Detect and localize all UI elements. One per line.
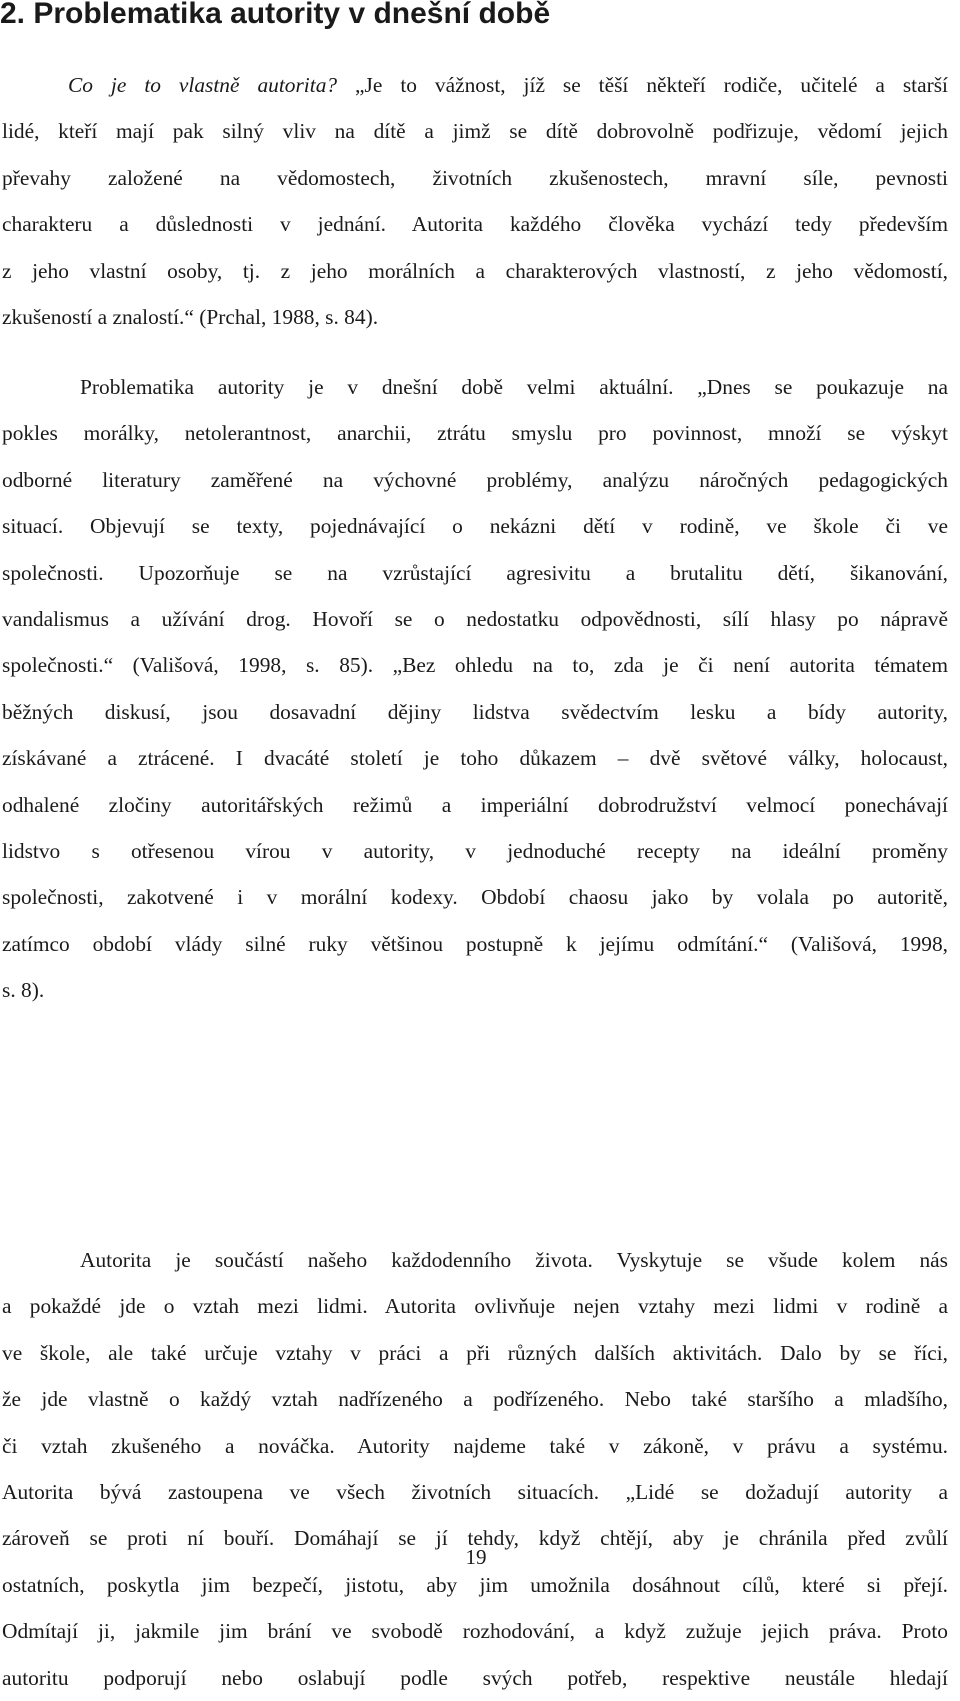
paragraph-line: situací. Objevují se texty, pojednávající o nekázni dětí v rodině, ve škole či ve bbox=[2, 514, 948, 539]
paragraph-line: Autorita bývá zastoupena ve všech životních situacích. „Lidé se dožadují autority a bbox=[2, 1480, 948, 1505]
paragraph-line: lidstvo s otřesenou vírou v autority, v jednoduché recepty na ideální proměny bbox=[2, 839, 948, 864]
paragraph-line: zatímco období vlády silné ruky většinou postupně k jejímu odmítání.“ (Vališová, 1998, bbox=[2, 931, 948, 956]
paragraph-line: Problematika autority je v dnešní době velmi aktuální. „Dnes se poukazuje na bbox=[80, 375, 948, 399]
line-text: „Je to vážnost, jíž se těší někteří rodiče, učitelé a starší bbox=[337, 73, 948, 97]
paragraph-line: zároveň se proti ní bouří. Domáhají se jí tehdy, když chtějí, aby je chránila před zvůlí bbox=[2, 1526, 948, 1551]
paragraph-line: zkušeností a znalostí.“ (Prchal, 1988, s. 84). bbox=[2, 305, 379, 330]
paragraph-line: odborné literatury zaměřené na výchovné problémy, analýzu náročných pedagogických bbox=[2, 467, 948, 492]
paragraph-line: lidé, kteří mají pak silný vliv na dítě a jimž se dítě dobrovolně podřizuje, vědomí jejich bbox=[2, 119, 948, 144]
paragraph-1 bbox=[2, 62, 948, 340]
paragraph-line: převahy založené na vědomostech, životních zkušenostech, mravní síle, pevnosti bbox=[2, 165, 948, 190]
paragraph-line: či vztah zkušeného a nováčka. Autority najdeme také v zákoně, v právu a systému. bbox=[2, 1433, 948, 1458]
paragraph-line: získávané a ztrácené. I dvacáté století je toho důkazem – dvě světové války, holocaust, bbox=[2, 746, 948, 771]
paragraph-line: Odmítají ji, jakmile jim brání ve svobodě rozhodování, a když zužuje jejich práva. Proto bbox=[2, 1619, 948, 1644]
paragraph-line: autoritu podporují nebo oslabují podle svých potřeb, respektive neustále hledají bbox=[2, 1665, 948, 1690]
section-heading: 2. Problematika autority v dnešní době bbox=[0, 0, 551, 30]
paragraph-line: charakteru a důslednosti v jednání. Autorita každého člověka vychází tedy především bbox=[2, 212, 948, 237]
page-number: 19 bbox=[465, 1545, 487, 1569]
lead-question: Co je to vlastně autorita? bbox=[68, 73, 338, 97]
paragraph-line: společnosti, zakotvené i v morální kodexy. Období chaosu jako by volala po autoritě, bbox=[2, 885, 948, 910]
paragraph-line: vandalismus a užívání drog. Hovoří se o nedostatku odpovědnosti, sílí hlasy po nápravě bbox=[2, 607, 948, 632]
paragraph-line: společnosti.“ (Vališová, 1998, s. 85). „Bez ohledu na to, zda je či není autorita tématem bbox=[2, 653, 948, 678]
paragraph-line bbox=[2, 62, 948, 108]
paragraph-line: Autorita je součástí našeho každodenního života. Vyskytuje se všude kolem nás bbox=[80, 1248, 948, 1272]
paragraph-line: běžných diskusí, jsou dosavadní dějiny lidstva svědectvím lesku a bídy autority, bbox=[2, 699, 948, 724]
paragraph-line: a pokaždé jde o vztah mezi lidmi. Autorita ovlivňuje nejen vztahy mezi lidmi v rodině a bbox=[2, 1294, 948, 1319]
paragraph-line: s. 8). bbox=[2, 978, 45, 1003]
paragraph-line: z jeho vlastní osoby, tj. z jeho morálních a charakterových vlastností, z jeho vědomostí, bbox=[2, 258, 948, 283]
paragraph-line: společnosti. Upozorňuje se na vzrůstající agresivitu a brutalitu dětí, šikanování, bbox=[2, 560, 948, 585]
paragraph-2 bbox=[2, 364, 948, 1014]
paragraph-3 bbox=[2, 1237, 948, 1701]
paragraph-line: ostatních, poskytla jim bezpečí, jistotu, aby jim umožnila dosáhnout cílů, které si přejí. bbox=[2, 1572, 948, 1597]
paragraph-line: pokles morálky, netolerantnost, anarchii, ztrátu smyslu pro povinnost, množí se výskyt bbox=[2, 421, 948, 446]
paragraph-line: že jde vlastně o každý vztah nadřízeného a podřízeného. Nebo také staršího a mladšího, bbox=[2, 1387, 948, 1412]
paragraph-line: ve škole, ale také určuje vztahy v práci a při různých dalších aktivitách. Dalo by se říci, bbox=[2, 1340, 948, 1365]
paragraph-line: odhalené zločiny autoritářských režimů a imperiální dobrodružství velmocí ponechávají bbox=[2, 792, 948, 817]
